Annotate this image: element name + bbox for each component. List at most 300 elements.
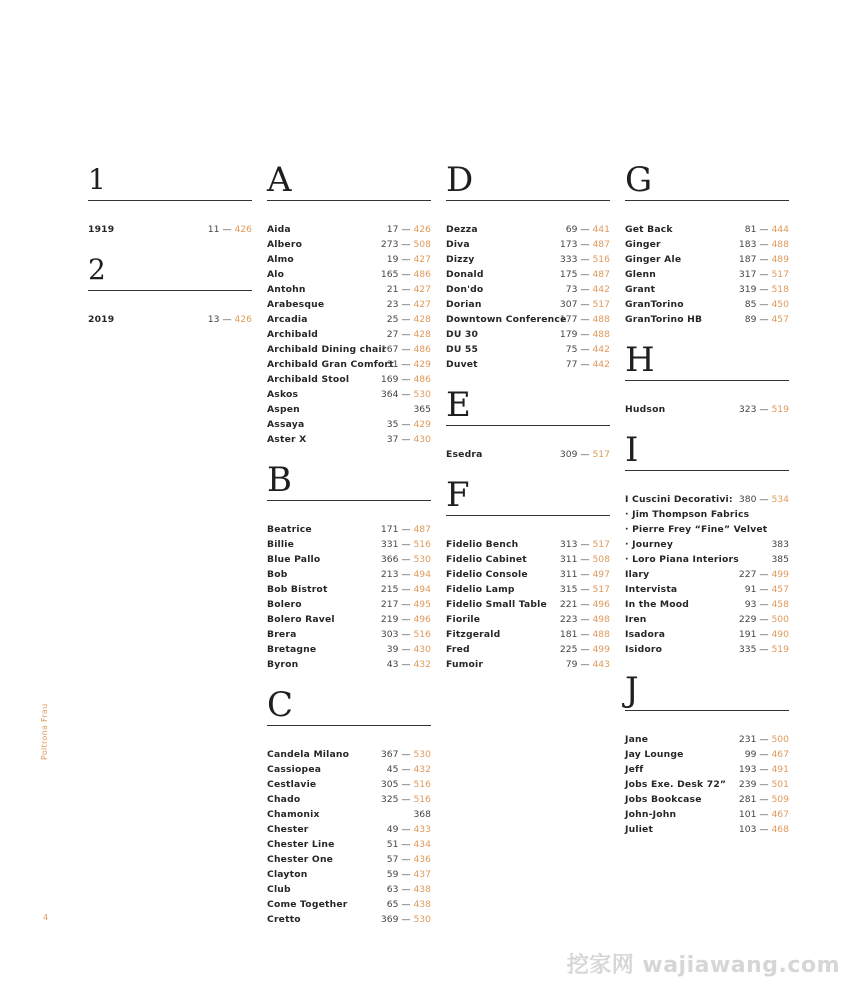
entry-pages: [387, 282, 431, 297]
entry-page-start: 21 —: [386, 284, 411, 295]
entry-name: Aster X: [267, 434, 307, 445]
entry-page-detail: 432: [413, 659, 431, 670]
index-entry: [267, 912, 431, 927]
entry-name: Arcadia: [267, 314, 308, 325]
entry-name: Brera: [267, 629, 297, 640]
section-heading: E: [446, 385, 470, 425]
entry-page-start: 63 —: [386, 884, 411, 895]
section-rule: [625, 470, 789, 471]
entry-name: Cretto: [267, 914, 301, 925]
entry-name: Almo: [267, 254, 294, 265]
entry-page-detail: 487: [413, 524, 431, 535]
entry-pages: [560, 447, 610, 462]
entry-page-start: 239 —: [738, 779, 769, 790]
entry-page-start: 309 —: [559, 449, 590, 460]
entry-name: Chester One: [267, 854, 334, 865]
index-entry: [625, 582, 789, 597]
entry-name: Beatrice: [267, 524, 312, 535]
index-entry: [446, 537, 610, 552]
entry-pages: [387, 852, 431, 867]
index-entry: [446, 342, 610, 357]
entry-page-start: 77 —: [565, 359, 590, 370]
entry-page-start: 217 —: [380, 599, 411, 610]
entry-name: Byron: [267, 659, 299, 670]
entry-page-detail: 457: [771, 314, 789, 325]
entry-name: John-John: [625, 809, 677, 820]
entry-page-start: 89 —: [744, 314, 769, 325]
entry-page-start: 385: [771, 554, 789, 565]
entry-page-detail: 530: [413, 749, 431, 760]
entry-page-start: 49 —: [386, 824, 411, 835]
index-entry: [625, 522, 789, 537]
entry-page-detail: 488: [592, 314, 610, 325]
index-entry: [267, 252, 431, 267]
index-entry: [446, 657, 610, 672]
index-entry: [267, 297, 431, 312]
entry-page-start: 27 —: [386, 329, 411, 340]
entry-name: Chester Line: [267, 839, 335, 850]
index-entry: [446, 642, 610, 657]
entry-pages: [387, 432, 431, 447]
entry-pages: [381, 912, 431, 927]
index-entry: [267, 417, 431, 432]
section-rule: [625, 200, 789, 201]
section-heading: C: [267, 685, 293, 725]
entry-name: Fred: [446, 644, 470, 655]
entry-list: [446, 222, 610, 372]
entry-page-start: 229 —: [738, 614, 769, 625]
entry-page-start: 369 —: [380, 914, 411, 925]
index-entry: [267, 237, 431, 252]
entry-name: GranTorino HB: [625, 314, 703, 325]
entry-page-detail: 426: [234, 314, 252, 325]
entry-name: Chamonix: [267, 809, 320, 820]
entry-name: Get Back: [625, 224, 673, 235]
entry-name: Fidelio Lamp: [446, 584, 515, 595]
entry-pages: [739, 807, 789, 822]
entry-name: Duvet: [446, 359, 478, 370]
entry-pages: [745, 747, 789, 762]
entry-name: Cestlavie: [267, 779, 317, 790]
index-entry: [446, 222, 610, 237]
entry-pages: [381, 537, 431, 552]
index-entry: [267, 897, 431, 912]
index-entry: [267, 762, 431, 777]
index-entry: [267, 222, 431, 237]
entry-list: [446, 447, 610, 462]
entry-pages: [560, 537, 610, 552]
entry-page-detail: 494: [413, 569, 431, 580]
index-entry: [267, 432, 431, 447]
entry-page-detail: 427: [413, 299, 431, 310]
index-entry: [625, 297, 789, 312]
entry-page-detail: 458: [771, 599, 789, 610]
entry-page-start: 79 —: [565, 659, 590, 670]
entry-page-start: 303 —: [380, 629, 411, 640]
entry-pages: [745, 597, 789, 612]
index-entry: [267, 522, 431, 537]
section-heading: F: [446, 475, 469, 515]
index-entry: [625, 627, 789, 642]
index-entry: [625, 777, 789, 792]
entry-page-detail: 508: [592, 554, 610, 565]
entry-pages: [739, 252, 789, 267]
entry-page-start: 225 —: [559, 644, 590, 655]
entry-page-start: 169 —: [380, 374, 411, 385]
entry-page-start: 183 —: [738, 239, 769, 250]
entry-name: Club: [267, 884, 291, 895]
entry-page-start: 273 —: [380, 239, 411, 250]
index-entry: [267, 282, 431, 297]
index-entry: [267, 822, 431, 837]
entry-page-start: 367 —: [380, 749, 411, 760]
entry-page-detail: 516: [413, 629, 431, 640]
entry-page-detail: 487: [592, 239, 610, 250]
entry-name: Ginger: [625, 239, 661, 250]
entry-page-detail: 428: [413, 314, 431, 325]
entry-name: Chado: [267, 794, 301, 805]
entry-page-detail: 426: [413, 224, 431, 235]
entry-pages: [560, 627, 610, 642]
entry-pages: [387, 222, 431, 237]
entry-name: Hudson: [625, 404, 666, 415]
index-entry: [446, 237, 610, 252]
index-entry: [625, 732, 789, 747]
entry-name: Fidelio Cabinet: [446, 554, 527, 565]
index-entry: [267, 327, 431, 342]
entry-pages: [387, 822, 431, 837]
entry-name: Candela Milano: [267, 749, 350, 760]
index-entry: [267, 597, 431, 612]
entry-name: Intervista: [625, 584, 678, 595]
entry-pages: [560, 327, 610, 342]
entry-page-start: 368: [413, 809, 431, 820]
entry-page-start: 307 —: [559, 299, 590, 310]
entry-page-start: 231 —: [738, 734, 769, 745]
entry-page-detail: 486: [413, 344, 431, 355]
index-entry: [625, 597, 789, 612]
entry-name: Donald: [446, 269, 484, 280]
entry-name: Aspen: [267, 404, 300, 415]
entry-page-start: 93 —: [744, 599, 769, 610]
index-entry: [625, 237, 789, 252]
entry-pages: [771, 537, 789, 552]
index-entry: [625, 567, 789, 582]
index-entry: [446, 267, 610, 282]
index-entry: [267, 777, 431, 792]
entry-page-detail: 498: [592, 614, 610, 625]
entry-name: Albero: [267, 239, 303, 250]
entry-list: [267, 747, 431, 927]
entry-page-detail: 468: [771, 824, 789, 835]
entry-pages: [381, 627, 431, 642]
index-entry: [267, 882, 431, 897]
entry-name: Jobs Bookcase: [625, 794, 702, 805]
entry-page-start: 103 —: [738, 824, 769, 835]
entry-name: Fidelio Console: [446, 569, 528, 580]
entry-pages: [560, 312, 610, 327]
index-entry: [267, 402, 431, 417]
entry-page-detail: 509: [771, 794, 789, 805]
entry-page-start: 333 —: [559, 254, 590, 265]
entry-pages: [739, 627, 789, 642]
index-entry: [625, 492, 789, 507]
entry-name: Bob Bistrot: [267, 584, 328, 595]
index-entry: [267, 612, 431, 627]
entry-page-start: 331 —: [380, 539, 411, 550]
entry-page-detail: 432: [413, 764, 431, 775]
index-entry: [625, 807, 789, 822]
entry-name: Chester: [267, 824, 309, 835]
entry-page-detail: 443: [592, 659, 610, 670]
entry-pages: [566, 342, 610, 357]
entry-pages: [745, 312, 789, 327]
entry-pages: [566, 657, 610, 672]
entry-name: Archibald: [267, 329, 319, 340]
entry-list: [625, 402, 789, 417]
entry-page-start: 23 —: [386, 299, 411, 310]
entry-pages: [381, 747, 431, 762]
section-rule: [625, 380, 789, 381]
entry-pages: [739, 402, 789, 417]
entry-name: Jobs Exe. Desk 72”: [625, 779, 727, 790]
entry-pages: [560, 582, 610, 597]
entry-pages: [739, 762, 789, 777]
entry-name: Bob: [267, 569, 288, 580]
entry-page-start: 31 —: [386, 359, 411, 370]
entry-page-detail: 426: [234, 224, 252, 235]
entry-list: [267, 522, 431, 672]
entry-page-start: 319 —: [738, 284, 769, 295]
section-heading: 2: [88, 253, 105, 286]
entry-pages: [387, 642, 431, 657]
entry-name: Bretagne: [267, 644, 317, 655]
entry-page-detail: 438: [413, 884, 431, 895]
entry-page-start: 311 —: [559, 554, 590, 565]
entry-page-start: 364 —: [380, 389, 411, 400]
entry-name: Ginger Ale: [625, 254, 682, 265]
entry-page-start: 173 —: [559, 239, 590, 250]
entry-page-start: 215 —: [380, 584, 411, 595]
entry-page-detail: 496: [413, 614, 431, 625]
entry-page-start: 17 —: [386, 224, 411, 235]
entry-name: DU 30: [446, 329, 479, 340]
entry-pages: [381, 342, 431, 357]
section-rule: [446, 425, 610, 426]
entry-name: DU 55: [446, 344, 479, 355]
entry-page-start: 37 —: [386, 434, 411, 445]
entry-page-start: 101 —: [738, 809, 769, 820]
entry-page-detail: 438: [413, 899, 431, 910]
entry-name: · Loro Piana Interiors: [625, 554, 739, 565]
entry-name: GranTorino: [625, 299, 684, 310]
entry-pages: [387, 357, 431, 372]
entry-page-detail: 499: [771, 569, 789, 580]
index-entry: [625, 612, 789, 627]
entry-pages: [381, 597, 431, 612]
section-heading: J: [625, 670, 638, 710]
entry-page-start: 35 —: [386, 419, 411, 430]
entry-pages: [739, 612, 789, 627]
entry-pages: [739, 822, 789, 837]
entry-page-detail: 430: [413, 644, 431, 655]
entry-pages: [413, 807, 431, 822]
index-entry: [446, 597, 610, 612]
entry-pages: [387, 882, 431, 897]
entry-name: Antohn: [267, 284, 306, 295]
entry-page-detail: 517: [592, 539, 610, 550]
entry-pages: [745, 222, 789, 237]
entry-page-detail: 442: [592, 359, 610, 370]
entry-name: Archibald Gran Comfort: [267, 359, 394, 370]
entry-name: Alo: [267, 269, 285, 280]
entry-list: [625, 492, 789, 657]
entry-name: Cassiopea: [267, 764, 322, 775]
entry-name: Assaya: [267, 419, 305, 430]
entry-name: Downtown Conference: [446, 314, 567, 325]
entry-pages: [381, 552, 431, 567]
entry-page-detail: 489: [771, 254, 789, 265]
entry-pages: [387, 837, 431, 852]
entry-name: Aida: [267, 224, 291, 235]
watermark: 挖家网 wajiawang.com: [566, 953, 840, 978]
index-entry: [625, 252, 789, 267]
entry-page-start: 25 —: [386, 314, 411, 325]
index-entry: [446, 297, 610, 312]
entry-page-start: 85 —: [744, 299, 769, 310]
index-entry: [446, 327, 610, 342]
index-entry: [267, 627, 431, 642]
entry-pages: [381, 372, 431, 387]
section-rule: [267, 500, 431, 501]
entry-page-detail: 429: [413, 359, 431, 370]
entry-page-start: 315 —: [559, 584, 590, 595]
entry-page-detail: 530: [413, 389, 431, 400]
index-entry: [267, 267, 431, 282]
entry-page-start: 13 —: [207, 314, 232, 325]
entry-pages: [387, 657, 431, 672]
entry-page-detail: 427: [413, 254, 431, 265]
index-entry: [267, 792, 431, 807]
entry-name: Blue Pallo: [267, 554, 321, 565]
index-entry: [625, 762, 789, 777]
section-rule: [267, 200, 431, 201]
entry-name: · Jim Thompson Fabrics: [625, 509, 750, 520]
entry-page-detail: 441: [592, 224, 610, 235]
index-entry: [446, 612, 610, 627]
entry-page-detail: 467: [771, 809, 789, 820]
entry-pages: [387, 867, 431, 882]
entry-pages: [745, 297, 789, 312]
entry-page-start: 365: [413, 404, 431, 415]
entry-pages: [387, 417, 431, 432]
entry-page-detail: 534: [771, 494, 789, 505]
index-entry: [625, 402, 789, 417]
index-entry: [625, 642, 789, 657]
entry-name: Dizzy: [446, 254, 475, 265]
entry-list: [625, 222, 789, 327]
entry-pages: [413, 402, 431, 417]
entry-name: Glenn: [625, 269, 657, 280]
index-entry: [267, 867, 431, 882]
entry-page-detail: 517: [592, 584, 610, 595]
entry-page-start: 91 —: [744, 584, 769, 595]
entry-page-detail: 490: [771, 629, 789, 640]
entry-name: Arabesque: [267, 299, 325, 310]
entry-page-start: 366 —: [380, 554, 411, 565]
section-heading: B: [267, 460, 291, 500]
index-entry: [625, 222, 789, 237]
entry-page-start: 311 —: [559, 569, 590, 580]
entry-pages: [381, 237, 431, 252]
section-heading: G: [625, 160, 652, 200]
entry-name: Jeff: [625, 764, 644, 775]
entry-page-detail: 497: [592, 569, 610, 580]
section-heading: D: [446, 160, 473, 200]
entry-page-detail: 487: [592, 269, 610, 280]
entry-page-start: 223 —: [559, 614, 590, 625]
index-entry: [446, 357, 610, 372]
entry-page-start: 177 —: [559, 314, 590, 325]
entry-page-start: 335 —: [738, 644, 769, 655]
entry-page-detail: 442: [592, 284, 610, 295]
section-heading: A: [267, 160, 291, 200]
index-entry: [625, 537, 789, 552]
entry-name: Billie: [267, 539, 295, 550]
entry-name: Archibald Stool: [267, 374, 350, 385]
entry-name: Bolero: [267, 599, 302, 610]
entry-name: Diva: [446, 239, 470, 250]
section-rule: [267, 725, 431, 726]
entry-pages: [739, 642, 789, 657]
entry-page-detail: 501: [771, 779, 789, 790]
entry-page-detail: 434: [413, 839, 431, 850]
index-entry: [625, 747, 789, 762]
entry-page-detail: 516: [413, 539, 431, 550]
index-entry: [267, 357, 431, 372]
entry-page-start: 281 —: [738, 794, 769, 805]
entry-name: Esedra: [446, 449, 483, 460]
index-entry: [88, 222, 252, 237]
index-entry: [446, 552, 610, 567]
entry-pages: [739, 282, 789, 297]
entry-name: Jane: [625, 734, 649, 745]
entry-pages: [739, 732, 789, 747]
entry-page-start: 191 —: [738, 629, 769, 640]
entry-pages: [566, 357, 610, 372]
entry-page-detail: 516: [413, 794, 431, 805]
entry-pages: [745, 582, 789, 597]
index-entry: [625, 507, 789, 522]
entry-page-detail: 499: [592, 644, 610, 655]
index-entry: [267, 657, 431, 672]
entry-pages: [739, 792, 789, 807]
entry-pages: [208, 312, 252, 327]
entry-page-start: 171 —: [380, 524, 411, 535]
entry-pages: [381, 612, 431, 627]
index-entry: [267, 552, 431, 567]
index-entry: [267, 387, 431, 402]
entry-name: Clayton: [267, 869, 308, 880]
entry-page-detail: 516: [413, 779, 431, 790]
entry-page-detail: 428: [413, 329, 431, 340]
entry-pages: [566, 222, 610, 237]
entry-name: Isadora: [625, 629, 666, 640]
entry-name: Iren: [625, 614, 647, 625]
entry-name: Isidoro: [625, 644, 663, 655]
entry-list: [625, 732, 789, 837]
entry-page-detail: 486: [413, 269, 431, 280]
